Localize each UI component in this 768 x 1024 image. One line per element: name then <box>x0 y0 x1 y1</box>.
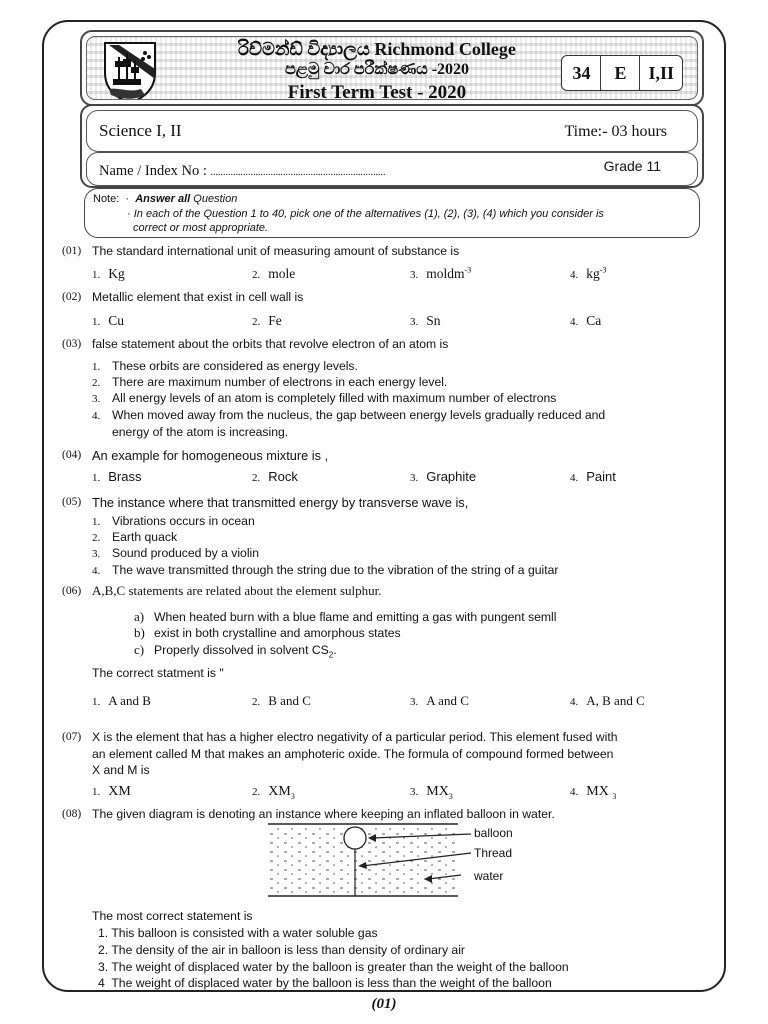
grade-label: Grade 11 <box>603 158 661 174</box>
option-2[interactable]: 2. mole <box>252 266 296 281</box>
option-1[interactable]: 1. This balloon is consisted with a water soluble gas <box>98 926 378 940</box>
option-2[interactable]: 2. Earth quack <box>92 530 178 544</box>
instructions-note <box>84 188 700 238</box>
question-number: (07) <box>62 731 82 743</box>
question-number: (05) <box>62 496 82 508</box>
question-text: The standard international unit of measuring amount of substance is <box>92 244 460 258</box>
option-4-continued: energy of the atom is increasing. <box>112 425 289 439</box>
option-3[interactable]: 3. $MX_3$ <box>410 784 453 801</box>
question-number: (03) <box>62 338 82 350</box>
option-4[interactable]: 4. Paint <box>570 469 616 484</box>
option-3[interactable]: 3. Sn <box>410 313 441 328</box>
question-text: The instance where that transmitted energy by transverse wave is, <box>92 495 469 510</box>
option-3[interactable]: 3. The weight of displaced water by the balloon is greater than the weight of the balloon <box>98 960 569 974</box>
option-3[interactable]: 3. moldm$^{-3}$ <box>410 265 472 281</box>
question-text-line-2: an element called M that makes an amphoteric oxide. The formula of compound formed between <box>92 747 614 761</box>
option-4[interactable]: 4 The weight of displaced water by the balloon is less than the weight of the balloon <box>98 976 552 990</box>
option-1[interactable]: 1. XM <box>92 784 131 799</box>
question-text: false statement about the orbits that revolve electron of an atom is <box>92 337 449 351</box>
paper-code-box <box>561 55 683 91</box>
statement-a: a) When heated burn with a blue flame and emitting a gas with pungent semll <box>134 609 557 624</box>
option-1[interactable]: 1. Vibrations occurs in ocean <box>92 514 255 528</box>
option-2[interactable]: 2. Fe <box>252 313 282 328</box>
option-4[interactable]: 4. A, B and C <box>570 693 645 708</box>
note-line-1: Note: · Answer all Question <box>93 193 238 205</box>
question-text: X is the element that has a higher electro negativity of a particular period. This element fused with <box>92 730 618 744</box>
question-text: The given diagram is denoting an instance where keeping an inflated balloon in water. <box>92 807 555 821</box>
subject-code: 34 <box>562 56 601 90</box>
name-box <box>86 152 698 186</box>
option-3[interactable]: 3. All energy levels of an atom is completely filled with maximum number of electrons <box>92 391 557 405</box>
statement-c: c) Properly dissolved in solvent $CS_2$. <box>134 642 337 660</box>
option-1[interactable]: 1. Cu <box>92 313 125 328</box>
option-4[interactable]: 4. The wave transmitted through the string due to the vibration of the string of a guitar <box>92 563 559 577</box>
note-line-2: · In each of the Question 1 to 40, pick one of the alternatives (1), (2), (3), (4) which you consider is <box>127 208 604 220</box>
header-watermark-background <box>86 36 698 100</box>
question-number: (08) <box>62 808 82 820</box>
option-2[interactable]: 2. $XM_3$ <box>252 784 295 801</box>
note-line-3: correct or most appropriate. <box>133 222 269 234</box>
question-number: (02) <box>62 291 82 303</box>
subject-box <box>86 110 698 152</box>
question-number: (01) <box>62 245 82 257</box>
school-name: රිච්මන්ඩ් විද්‍යාලය Richmond College <box>238 39 516 59</box>
exam-info-panel <box>80 104 704 188</box>
option-4[interactable]: 4. When moved away from the nucleus, the gap between energy levels gradually reduced and <box>92 408 606 422</box>
option-3[interactable]: 3. Graphite <box>410 469 477 484</box>
option-1[interactable]: 1. A and B <box>92 693 151 708</box>
medium-code: E <box>601 56 640 90</box>
question-text: Metallic element that exist in cell wall is <box>92 290 304 304</box>
label-balloon: balloon <box>474 826 513 840</box>
header-banner <box>80 30 704 106</box>
option-4[interactable]: 4. Ca <box>570 313 602 328</box>
school-crest-ship-icon <box>101 39 159 100</box>
option-4[interactable]: 4. MX $_3$ <box>570 784 617 801</box>
question-number: (04) <box>62 449 82 461</box>
question-prompt: The most correct statement is <box>92 909 253 923</box>
exam-name-sinhala: පළමු වාර පරීක්ෂණය -2020 <box>284 61 470 78</box>
option-3[interactable]: 3. Sound produced by a violin <box>92 546 260 560</box>
question-text: An example for homogeneous mixture is , <box>92 448 329 463</box>
page-number: (01) <box>371 996 397 1012</box>
statement-b: b) exist in both crystalline and amorphous states <box>134 625 401 640</box>
option-3[interactable]: 3. A and C <box>410 693 469 708</box>
label-thread: Thread <box>474 846 513 860</box>
question-number: (06) <box>62 585 82 597</box>
subject-title: Science I, II <box>99 121 182 140</box>
question-text-line-3: X and M is <box>92 763 150 777</box>
option-2[interactable]: 2. The density of the air in balloon is less than density of ordinary air <box>98 943 465 957</box>
label-water: water <box>474 869 504 883</box>
question-text: A,B,C statements are related about the element sulphur. <box>92 583 382 598</box>
name-index-field[interactable]: Name / Index No : ...................................................................... <box>99 163 386 179</box>
option-1[interactable]: 1. Kg <box>92 266 125 281</box>
option-2[interactable]: 2. Rock <box>252 469 298 484</box>
exam-title: First Term Test - 2020 <box>287 82 467 100</box>
question-prompt: The correct statment is " <box>92 666 224 680</box>
exam-duration: Time:- 03 hours <box>564 123 667 140</box>
option-1[interactable]: 1. These orbits are considered as energy levels. <box>92 359 358 373</box>
option-2[interactable]: 2. B and C <box>252 693 311 708</box>
option-2[interactable]: 2. There are maximum number of electrons in each energy level. <box>92 375 448 389</box>
option-4[interactable]: 4. $kg^{-3}$ <box>570 265 607 281</box>
paper-part-code: I,II <box>648 62 674 83</box>
option-1[interactable]: 1. Brass <box>92 469 142 484</box>
balloon-in-water-diagram <box>268 822 528 898</box>
